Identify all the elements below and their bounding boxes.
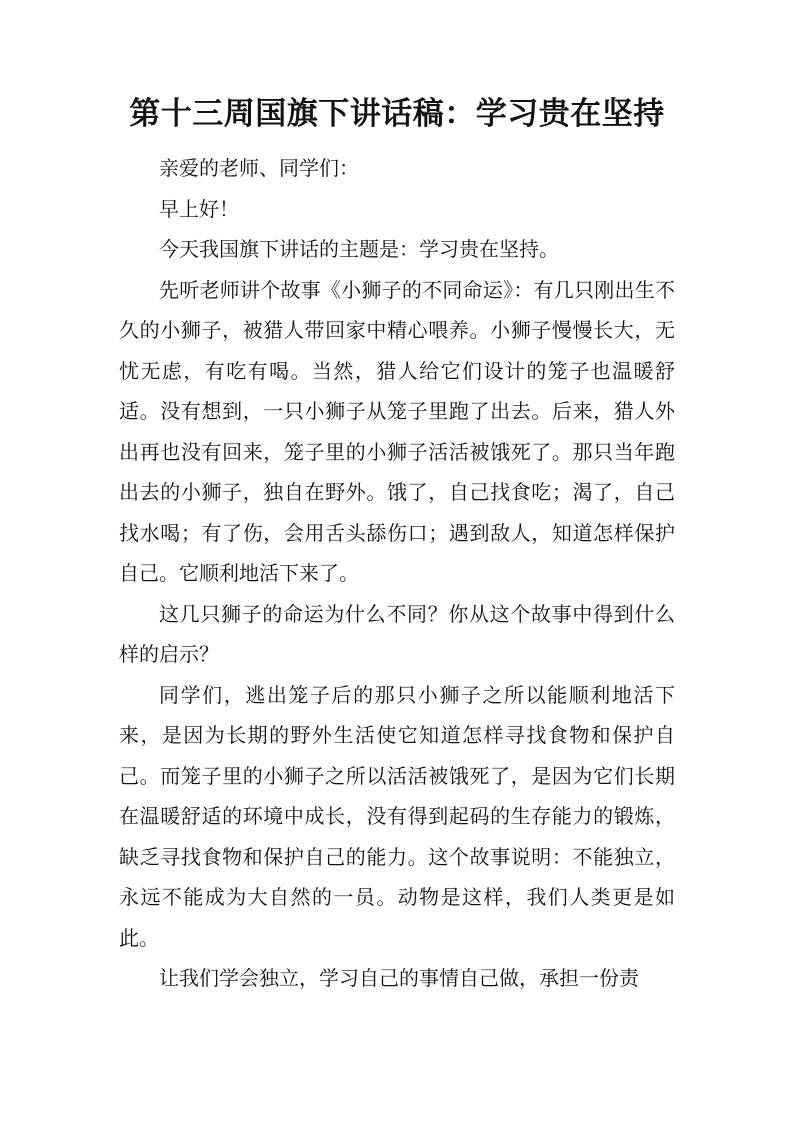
paragraph-greeting: 亲爱的老师、同学们： [159,156,359,180]
paragraph-conclusion: 让我们学会独立，学习自己的事情自己做，承担一份责 [159,966,639,990]
paragraph-story: 先听老师讲个故事《小狮子的不同命运》：有几只刚出生不久的小狮子，被猎人带回家中精心喂养。小狮子慢慢长大，无忧无虑，有吃有喝。当然，猎人给它们设计的笼子也温暖舒适。没有想到，一只小狮子从笼子里跑了出去。后来，猎人外出再也没有回来，笼子里的小狮子活活被饿死了。那只当年跑出去的小狮子，独自在野外。饿了，自己找食吃；渴了，自己找水喝；有了伤，会用舌头舔伤口；遇到敌人，知道怎样保护自己。它顺利地活下来了。 [119,277,675,585]
paragraph-question: 这几只狮子的命运为什么不同？你从这个故事中得到什么样的启示？ [119,601,675,666]
paragraph-good-morning: 早上好！ [159,196,239,221]
paragraph-topic: 今天我国旗下讲话的主题是：学习贵在坚持。 [159,237,559,261]
paragraph-explanation: 同学们，逃出笼子后的那只小狮子之所以能顺利地活下来，是因为长期的野外生活使它知道怎样寻找食物和保护自己。而笼子里的小狮子之所以活活被饿死了，是因为它们长期在温暖舒适的环境中成长，没有得到起码的生存能力的锻炼，缺乏寻找食物和保护自己的能力。这个故事说明：不能独立，永远不能成为大自然的一员。动物是这样，我们人类更是如此。 [119,682,675,950]
document-title: 第十三周国旗下讲话稿：学习贵在坚持 [129,96,665,132]
